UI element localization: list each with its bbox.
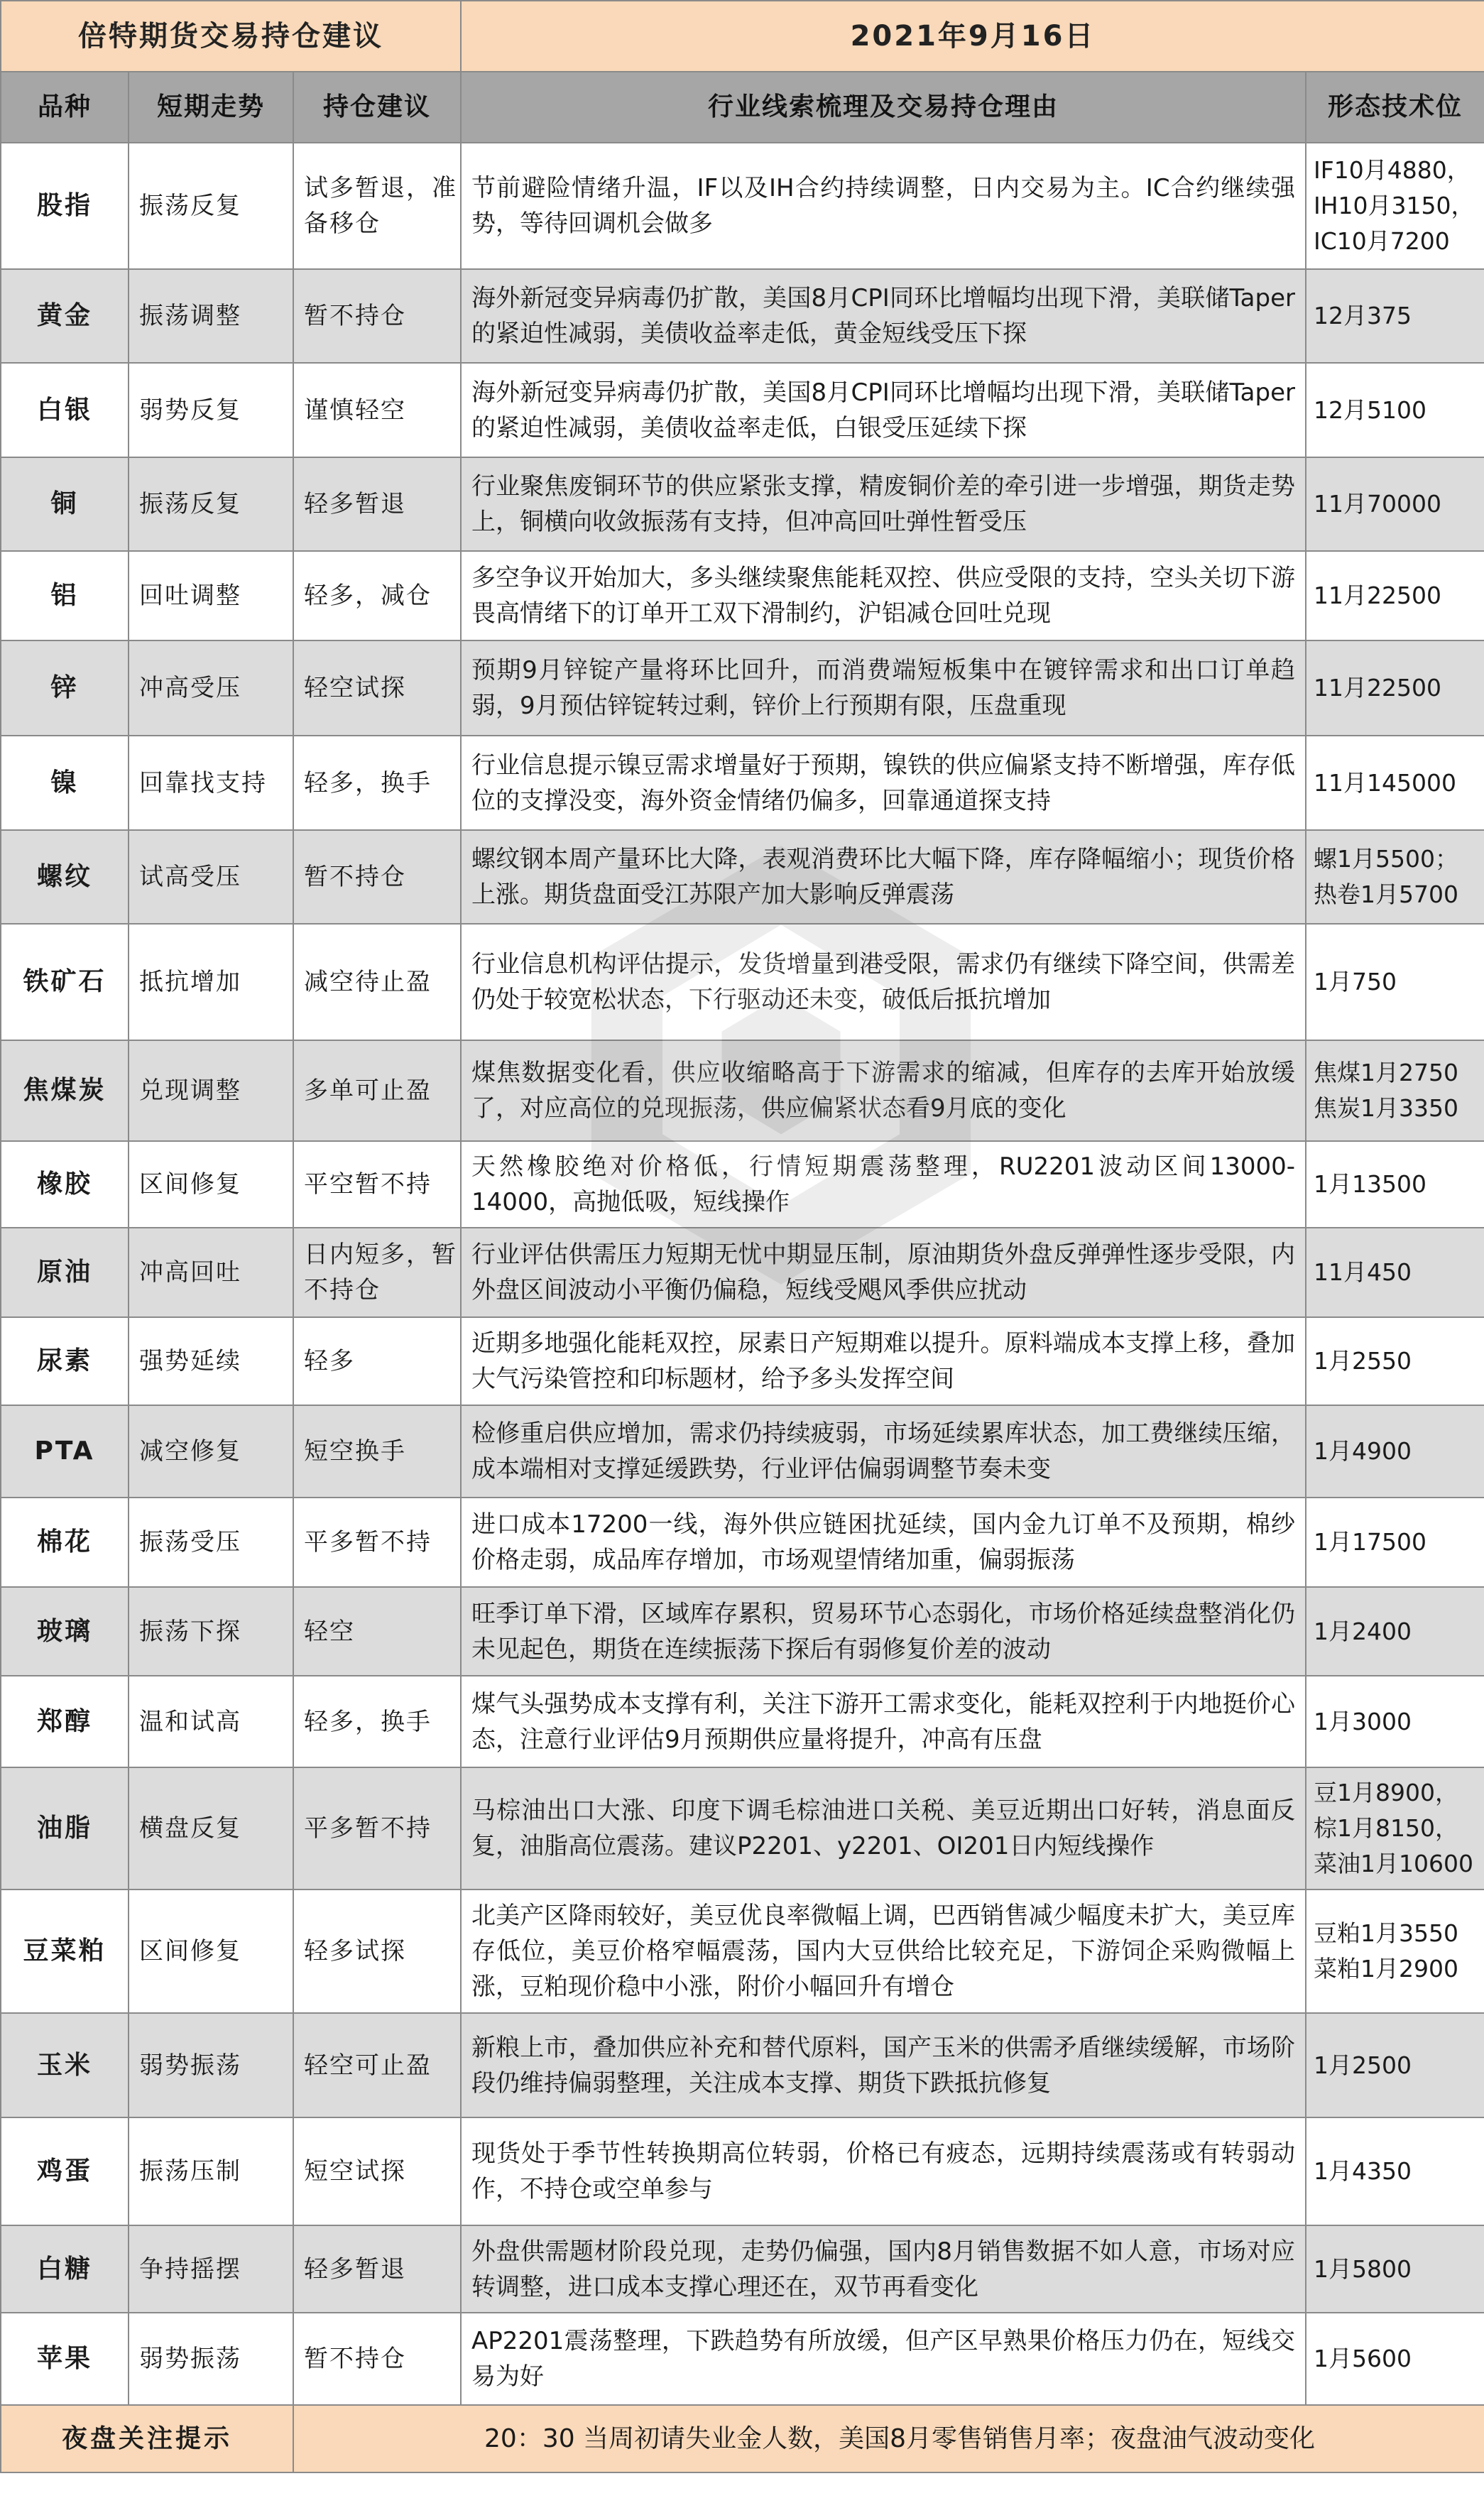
- cell-advice: 轻多试探: [293, 1889, 461, 2013]
- table-row: [1, 1676, 1484, 1767]
- table-row: [1, 2313, 1484, 2405]
- cell-reason: 节前避险情绪升温，IF以及IH合约持续调整，日内交易为主。IC合约继续强势，等待回调机会做多: [461, 143, 1306, 269]
- cell-tech: 豆粕1月3550 菜粕1月2900: [1306, 1889, 1484, 2013]
- cell-reason: 多空争议开始加大，多头继续聚焦能耗双控、供应受限的支持，空头关切下游畏高情绪下的订单开工双下滑制约，沪铝减仓回吐兑现: [461, 551, 1306, 640]
- table-row: [1, 1767, 1484, 1889]
- cell-advice: 轻多，减仓: [293, 551, 461, 640]
- table-row: [1, 1141, 1484, 1228]
- table-row: [1, 2225, 1484, 2313]
- cell-tech: 1月2550: [1306, 1317, 1484, 1405]
- table-row: [1, 1889, 1484, 2013]
- cell-trend: 减空修复: [129, 1405, 293, 1498]
- cell-tech: 1月2500: [1306, 2013, 1484, 2117]
- cell-advice: 轻多，换手: [293, 1676, 461, 1767]
- sheet-title: 倍特期货交易持仓建议: [1, 1, 461, 72]
- table-row: [1, 736, 1484, 830]
- cell-variety: 铝: [1, 551, 129, 640]
- cell-advice: 轻多暂退: [293, 457, 461, 551]
- cell-variety: 郑醇: [1, 1676, 129, 1767]
- cell-variety: 玉米: [1, 2013, 129, 2117]
- cell-advice: 暂不持仓: [293, 2313, 461, 2405]
- cell-reason: 外盘供需题材阶段兑现，走势仍偏强，国内8月销售数据不如人意，市场对应转调整，进口成本支撑心理还在，双节再看变化: [461, 2225, 1306, 2313]
- table-row: [1, 269, 1484, 363]
- table-row: [1, 143, 1484, 269]
- cell-trend: 试高受压: [129, 830, 293, 924]
- cell-reason: 旺季订单下滑，区域库存累积，贸易环节心态弱化，市场价格延续盘整消化仍未见起色，期货在连续振荡下探后有弱修复价差的波动: [461, 1587, 1306, 1676]
- cell-variety: 螺纹: [1, 830, 129, 924]
- table-row: [1, 551, 1484, 640]
- cell-reason: 检修重启供应增加，需求仍持续疲弱，市场延续累库状态，加工费继续压缩，成本端相对支撑延缓跌势，行业评估偏弱调整节奏未变: [461, 1405, 1306, 1498]
- cell-variety: 橡胶: [1, 1141, 129, 1228]
- table-row: [1, 1405, 1484, 1498]
- cell-trend: 振荡受压: [129, 1498, 293, 1587]
- cell-advice: 短空试探: [293, 2117, 461, 2225]
- cell-tech: 12月5100: [1306, 363, 1484, 457]
- cell-trend: 区间修复: [129, 1141, 293, 1228]
- cell-variety: 油脂: [1, 1767, 129, 1889]
- cell-tech: 1月750: [1306, 924, 1484, 1040]
- cell-variety: PTA: [1, 1405, 129, 1498]
- cell-advice: 平多暂不持: [293, 1498, 461, 1587]
- cell-reason: 马棕油出口大涨、印度下调毛棕油进口关税、美豆近期出口好转，消息面反复，油脂高位震荡。建议P2201、y2201、OI201日内短线操作: [461, 1767, 1306, 1889]
- cell-variety: 锌: [1, 640, 129, 736]
- cell-variety: 白银: [1, 363, 129, 457]
- cell-trend: 区间修复: [129, 1889, 293, 2013]
- table-row: [1, 1317, 1484, 1405]
- cell-advice: 试多暂退，准备移仓: [293, 143, 461, 269]
- cell-reason: 螺纹钢本周产量环比大降，表观消费环比大幅下降，库存降幅缩小；现货价格上涨。期货盘面受江苏限产加大影响反弹震荡: [461, 830, 1306, 924]
- cell-reason: 进口成本17200一线，海外供应链困扰延续，国内金九订单不及预期，棉纱价格走弱，成品库存增加，市场观望情绪加重，偏弱振荡: [461, 1498, 1306, 1587]
- cell-trend: 横盘反复: [129, 1767, 293, 1889]
- cell-trend: 抵抗增加: [129, 924, 293, 1040]
- cell-trend: 冲高回吐: [129, 1228, 293, 1317]
- table-row: [1, 1228, 1484, 1317]
- sheet-date: 2021年9月16日: [461, 1, 1484, 72]
- cell-reason: 北美产区降雨较好，美豆优良率微幅上调，巴西销售减少幅度未扩大，美豆库存低位，美豆价格窄幅震荡，国内大豆供给比较充足，下游饲企采购微幅上涨，豆粕现价稳中小涨，附价小幅回升有增仓: [461, 1889, 1306, 2013]
- cell-tech: 1月17500: [1306, 1498, 1484, 1587]
- cell-reason: 煤气头强势成本支撑有利，关注下游开工需求变化，能耗双控利于内地挺价心态，注意行业评估9月预期供应量将提升，冲高有压盘: [461, 1676, 1306, 1767]
- cell-variety: 焦煤炭: [1, 1040, 129, 1141]
- cell-advice: 谨慎轻空: [293, 363, 461, 457]
- cell-tech: 11月22500: [1306, 640, 1484, 736]
- cell-trend: 弱势振荡: [129, 2313, 293, 2405]
- cell-tech: 1月4900: [1306, 1405, 1484, 1498]
- cell-tech: 1月4350: [1306, 2117, 1484, 2225]
- table-row: [1, 1587, 1484, 1676]
- table-row: [1, 1040, 1484, 1141]
- cell-advice: 轻多: [293, 1317, 461, 1405]
- cell-trend: 冲高受压: [129, 640, 293, 736]
- cell-reason: 海外新冠变异病毒仍扩散，美国8月CPI同环比增幅均出现下滑，美联储Taper的紧迫性减弱，美债收益率走低，黄金短线受压下探: [461, 269, 1306, 363]
- header-tech: 形态技术位: [1306, 72, 1484, 143]
- cell-tech: 1月5800: [1306, 2225, 1484, 2313]
- cell-advice: 暂不持仓: [293, 830, 461, 924]
- header-variety: 品种: [1, 72, 129, 143]
- cell-reason: 预期9月锌锭产量将环比回升，而消费端短板集中在镀锌需求和出口订单趋弱，9月预估锌锭转过剩，锌价上行预期有限，压盘重现: [461, 640, 1306, 736]
- cell-tech: IF10月4880，IH10月3150，IC10月7200: [1306, 143, 1484, 269]
- cell-advice: 轻空可止盈: [293, 2013, 461, 2117]
- cell-advice: 短空换手: [293, 1405, 461, 1498]
- cell-reason: 行业聚焦废铜环节的供应紧张支撑，精废铜价差的牵引进一步增强，期货走势上，铜横向收敛振荡有支持，但冲高回吐弹性暂受压: [461, 457, 1306, 551]
- cell-advice: 轻多，换手: [293, 736, 461, 830]
- cell-variety: 白糖: [1, 2225, 129, 2313]
- header-trend: 短期走势: [129, 72, 293, 143]
- cell-variety: 镍: [1, 736, 129, 830]
- cell-tech: 1月5600: [1306, 2313, 1484, 2405]
- cell-variety: 股指: [1, 143, 129, 269]
- cell-tech: 11月70000: [1306, 457, 1484, 551]
- cell-variety: 豆菜粕: [1, 1889, 129, 2013]
- header-row: [1, 72, 1484, 143]
- header-advice: 持仓建议: [293, 72, 461, 143]
- cell-variety: 玻璃: [1, 1587, 129, 1676]
- table-row: [1, 2117, 1484, 2225]
- cell-advice: 多单可止盈: [293, 1040, 461, 1141]
- table-row: [1, 1498, 1484, 1587]
- cell-reason: 行业信息提示镍豆需求增量好于预期，镍铁的供应偏紧支持不断增强，库存低位的支撑没变，海外资金情绪仍偏多，回靠通道探支持: [461, 736, 1306, 830]
- title-row: [1, 1, 1484, 72]
- cell-advice: 日内短多，暂不持仓: [293, 1228, 461, 1317]
- cell-trend: 振荡反复: [129, 457, 293, 551]
- cell-advice: 轻多暂退: [293, 2225, 461, 2313]
- table-row: [1, 924, 1484, 1040]
- table-row: [1, 640, 1484, 736]
- cell-trend: 弱势振荡: [129, 2013, 293, 2117]
- cell-variety: 铁矿石: [1, 924, 129, 1040]
- footer-text: 20：30 当周初请失业金人数，美国8月零售销售月率；夜盘油气波动变化: [293, 2405, 1484, 2472]
- cell-advice: 减空待止盈: [293, 924, 461, 1040]
- table-row: [1, 457, 1484, 551]
- cell-variety: 苹果: [1, 2313, 129, 2405]
- cell-trend: 弱势反复: [129, 363, 293, 457]
- table-row: [1, 363, 1484, 457]
- cell-variety: 铜: [1, 457, 129, 551]
- cell-variety: 棉花: [1, 1498, 129, 1587]
- cell-trend: 强势延续: [129, 1317, 293, 1405]
- cell-trend: 振荡下探: [129, 1587, 293, 1676]
- cell-reason: 近期多地强化能耗双控，尿素日产短期难以提升。原料端成本支撑上移，叠加大气污染管控和印标题材，给予多头发挥空间: [461, 1317, 1306, 1405]
- cell-tech: 11月450: [1306, 1228, 1484, 1317]
- cell-trend: 回吐调整: [129, 551, 293, 640]
- header-reason: 行业线索梳理及交易持仓理由: [461, 72, 1306, 143]
- cell-trend: 兑现调整: [129, 1040, 293, 1141]
- cell-reason: AP2201震荡整理，下跌趋势有所放缓，但产区早熟果价格压力仍在，短线交易为好: [461, 2313, 1306, 2405]
- cell-tech: 12月375: [1306, 269, 1484, 363]
- cell-tech: 1月13500: [1306, 1141, 1484, 1228]
- cell-tech: 豆1月8900，棕1月8150，菜油1月10600: [1306, 1767, 1484, 1889]
- cell-advice: 轻空试探: [293, 640, 461, 736]
- cell-trend: 振荡调整: [129, 269, 293, 363]
- cell-trend: 争持摇摆: [129, 2225, 293, 2313]
- cell-trend: 温和试高: [129, 1676, 293, 1767]
- footer-label: 夜盘关注提示: [1, 2405, 293, 2472]
- table-row: [1, 830, 1484, 924]
- cell-trend: 回靠找支持: [129, 736, 293, 830]
- cell-reason: 煤焦数据变化看，供应收缩略高于下游需求的缩减，但库存的去库开始放缓了，对应高位的兑现振荡，供应偏紧状态看9月底的变化: [461, 1040, 1306, 1141]
- cell-tech: 焦煤1月2750 焦炭1月3350: [1306, 1040, 1484, 1141]
- cell-trend: 振荡反复: [129, 143, 293, 269]
- table-row: [1, 2013, 1484, 2117]
- cell-tech: 1月3000: [1306, 1676, 1484, 1767]
- cell-reason: 天然橡胶绝对价格低，行情短期震荡整理，RU2201波动区间13000-14000，高抛低吸，短线操作: [461, 1141, 1306, 1228]
- cell-tech: 11月145000: [1306, 736, 1484, 830]
- cell-tech: 螺1月5500；热卷1月5700: [1306, 830, 1484, 924]
- cell-variety: 原油: [1, 1228, 129, 1317]
- cell-advice: 轻空: [293, 1587, 461, 1676]
- cell-advice: 暂不持仓: [293, 269, 461, 363]
- cell-reason: 海外新冠变异病毒仍扩散，美国8月CPI同环比增幅均出现下滑，美联储Taper的紧迫性减弱，美债收益率走低，白银受压延续下探: [461, 363, 1306, 457]
- cell-tech: 1月2400: [1306, 1587, 1484, 1676]
- cell-variety: 鸡蛋: [1, 2117, 129, 2225]
- cell-advice: 平多暂不持: [293, 1767, 461, 1889]
- footer-row: [1, 2405, 1484, 2472]
- cell-trend: 振荡压制: [129, 2117, 293, 2225]
- cell-reason: 现货处于季节性转换期高位转弱，价格已有疲态，远期持续震荡或有转弱动作，不持仓或空单参与: [461, 2117, 1306, 2225]
- cell-reason: 新粮上市，叠加供应补充和替代原料，国产玉米的供需矛盾继续缓解，市场阶段仍维持偏弱整理，关注成本支撑、期货下跌抵抗修复: [461, 2013, 1306, 2117]
- cell-advice: 平空暂不持: [293, 1141, 461, 1228]
- cell-variety: 尿素: [1, 1317, 129, 1405]
- cell-reason: 行业信息机构评估提示，发货增量到港受限，需求仍有继续下降空间，供需差仍处于较宽松状态，下行驱动还未变，破低后抵抗增加: [461, 924, 1306, 1040]
- cell-reason: 行业评估供需压力短期无忧中期显压制，原油期货外盘反弹弹性逐步受限，内外盘区间波动小平衡仍偏稳，短线受飓风季供应扰动: [461, 1228, 1306, 1317]
- cell-tech: 11月22500: [1306, 551, 1484, 640]
- cell-variety: 黄金: [1, 269, 129, 363]
